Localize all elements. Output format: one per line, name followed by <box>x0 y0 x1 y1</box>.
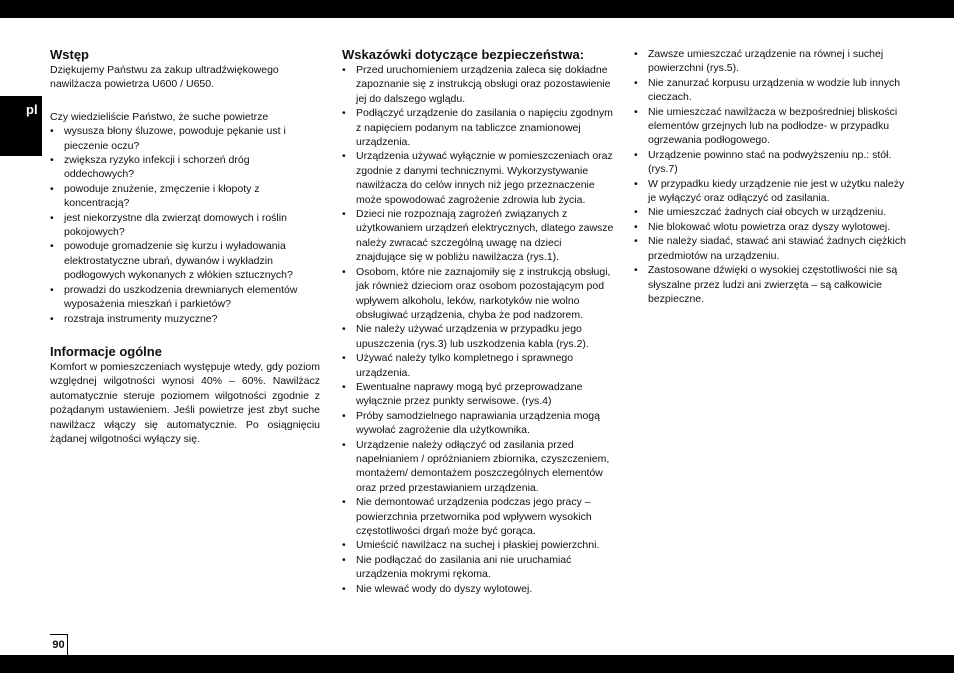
list-item: • Urządzenie powinno stać na podwyższeniu np.: stół. (rys.7) <box>634 148 906 177</box>
list-item: • Urządzenie należy odłączyć od zasilania przed napełnianiem / opróżnianiem zbiornika, czyszczeniem, montażem/ demontażem poszczególnych elementów oraz przed przestawianiem urządzenia. <box>342 438 614 496</box>
safety-list <box>342 63 614 596</box>
list-item: • Nie należy siadać, stawać ani stawiać żadnych ciężkich przedmiotów na urządzeniu. <box>634 234 906 263</box>
list-item: • Dzieci nie rozpoznają zagrożeń związanych z użytkowaniem urządzeń elektrycznych, dlatego zawsze należy zwracać szczególną uwagę na dzieci znajdujące się w pobliżu nawilżacza (rys.1). <box>342 207 614 265</box>
page-number: 90 <box>50 634 68 655</box>
dry-air-list <box>50 124 320 326</box>
list-item: • Przed uruchomieniem urządzenia zaleca się dokładne zapoznanie się z instrukcją obsługi oraz pozostawienie jej do dalszego wglądu. <box>342 63 614 106</box>
bottom-bar <box>0 655 954 673</box>
column-2 <box>342 47 614 596</box>
column-1 <box>50 47 320 446</box>
list-item: • Nie umieszczać żadnych ciał obcych w urządzeniu. <box>634 205 906 219</box>
list-item: • Nie demontować urządzenia podczas jego pracy – powierzchnia przetwornika pod wpływem wysokich częstotliwości drgań może być gorąca. <box>342 495 614 538</box>
list-item: • zwiększa ryzyko infekcji i schorzeń dróg oddechowych? <box>50 153 320 182</box>
safety-list-continued <box>634 47 906 306</box>
question-text: Czy wiedzieliście Państwo, że suche powietrze <box>50 110 269 123</box>
list-item: • Podłączyć urządzenie do zasilania o napięciu zgodnym z napięciem podanym na tabliczce znamionowej urządzenia. <box>342 106 614 149</box>
list-item: • powoduje gromadzenie się kurzu i wyładowania elektrostatyczne ubrań, dywanów i wykładzin podłogowych wykonanych z włókien sztucznych? <box>50 239 320 282</box>
top-bar <box>0 0 954 18</box>
list-item: • Próby samodzielnego naprawiania urządzenia mogą wywołać zagrożenie dla użytkownika. <box>342 409 614 438</box>
list-item: • Osobom, które nie zaznajomiły się z instrukcją obsługi, jak również dzieciom oraz osobom pozostającym pod wpływem alkoholu, leków, narkotyków nie wolno obsługiwać urządzenia, chyba że pod nadzorem. <box>342 265 614 323</box>
list-item: • powoduje znużenie, zmęczenie i kłopoty z koncentracją? <box>50 182 320 211</box>
list-item: • W przypadku kiedy urządzenie nie jest w użytku należy je wyłączyć oraz odłączyć od zasilania. <box>634 177 906 206</box>
language-tab-label: pl <box>26 102 38 117</box>
intro-text: Dziękujemy Państwu za zakup ultradźwiękowego nawilżacza powietrza U600 / U650. <box>50 64 279 91</box>
list-item: • Umieścić nawilżacz na suchej i płaskiej powierzchni. <box>342 538 614 552</box>
list-item: • Nie umieszczać nawilżacza w bezpośredniej bliskości elementów grzejnych lub na podłodze- w przypadku ogrzewania podłogowego. <box>634 105 906 148</box>
list-item: • wysusza błony śluzowe, powoduje pękanie ust i pieczenie oczu? <box>50 124 320 153</box>
list-item: • jest niekorzystne dla zwierząt domowych i roślin pokojowych? <box>50 211 320 240</box>
column-3 <box>634 47 906 306</box>
list-item: • Nie blokować wlotu powietrza oraz dyszy wylotowej. <box>634 220 906 234</box>
list-item: • Ewentualne naprawy mogą być przeprowadzane wyłącznie przez punkty serwisowe. (rys.4) <box>342 380 614 409</box>
list-item: • Używać należy tylko kompletnego i sprawnego urządzenia. <box>342 351 614 380</box>
list-item: • Zastosowane dźwięki o wysokiej częstotliwości nie są słyszalne przez ludzi ani zwierzęta – są całkowicie bezpieczne. <box>634 263 906 306</box>
list-item: • rozstraja instrumenty muzyczne? <box>50 312 320 326</box>
general-heading: Informacje ogólne <box>50 343 162 359</box>
intro-heading: Wstęp <box>50 47 89 62</box>
language-tab <box>0 96 42 156</box>
list-item: • Nie należy używać urządzenia w przypadku jego upuszczenia (rys.3) lub uszkodzenia kabla (rys.2). <box>342 322 614 351</box>
list-item: • Nie wlewać wody do dyszy wylotowej. <box>342 582 614 596</box>
list-item: • Nie zanurzać korpusu urządzenia w wodzie lub innych cieczach. <box>634 76 906 105</box>
general-text: Komfort w pomieszczeniach występuje wtedy, gdy poziom względnej wilgotności wynosi 40% – 60%. Nawilżacz automatycznie steruje poziomem wilgotności zgodnie z pożądanym ustawieniem. Jeśli powietrze jest zbyt suche nawilżacz włączy się automatycznie. Po osiągnięciu żądanej wilgotności wyłączy się. <box>50 360 320 445</box>
list-item: • prowadzi do uszkodzenia drewnianych elementów wyposażenia mieszkań i parkietów? <box>50 283 320 312</box>
list-item: • Zawsze umieszczać urządzenie na równej i suchej powierzchni (rys.5). <box>634 47 906 76</box>
safety-heading: Wskazówki dotyczące bezpieczeństwa: <box>342 47 585 62</box>
list-item: • Urządzenia używać wyłącznie w pomieszczeniach oraz zgodnie z danymi technicznymi. Wykorzystywanie nawilżacza do celów innych niż jego przeznaczenie może spowodować zagrożenie zdrowia lub życia. <box>342 149 614 207</box>
list-item: • Nie podłączać do zasilania ani nie uruchamiać urządzenia mokrymi rękoma. <box>342 553 614 582</box>
